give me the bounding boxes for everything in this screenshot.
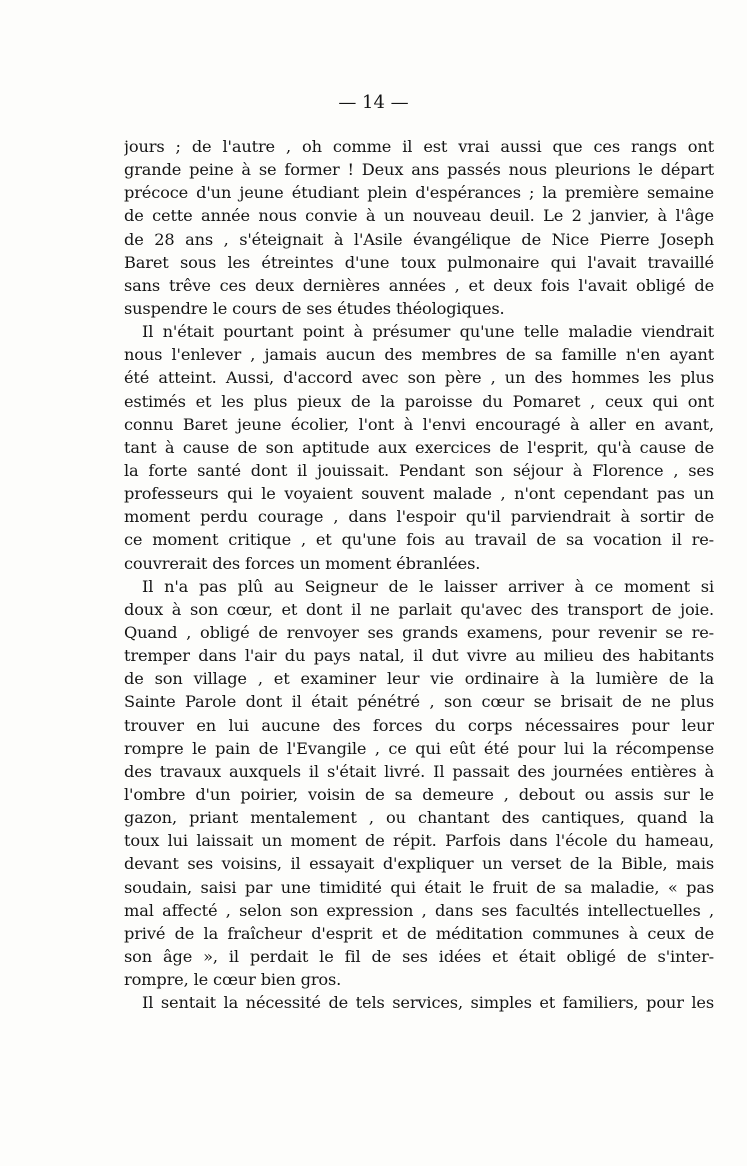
paragraph-1 — [124, 135, 714, 320]
text-line: gazon, priant mentalement , ou chantant des cantiques, quand la — [124, 808, 714, 828]
text-line: suspendre le cours de ses études théologiques. — [124, 298, 505, 318]
text-line: tant à cause de son aptitude aux exercices de l'esprit, qu'à cause de — [124, 437, 714, 457]
text-line: Sainte Parole dont il était pénétré , son cœur se brisait de ne plus — [124, 692, 714, 712]
text-line: l'ombre d'un poirier, voisin de sa demeure , debout ou assis sur le — [124, 784, 714, 804]
page-number: — 14 — — [338, 92, 409, 113]
text-line: sans trêve ces deux dernières années , et deux fois l'avait obligé de — [124, 275, 714, 295]
text-line: précoce d'un jeune étudiant plein d'espérances ; la première semaine — [124, 183, 714, 203]
text-line: Quand , obligé de renvoyer ses grands examens, pour revenir se re- — [124, 622, 714, 642]
text-line: privé de la fraîcheur d'esprit et de méditation communes à ceux de — [124, 923, 714, 943]
text-line: des travaux auxquels il s'était livré. Il passait des journées entières à — [124, 761, 714, 781]
text-line: doux à son cœur, et dont il ne parlait qu'avec des transport de joie. — [124, 599, 714, 619]
text-line: jours ; de l'autre , oh comme il est vrai aussi que ces rangs ont — [124, 137, 714, 156]
paragraph-4 — [124, 991, 714, 1014]
text-line: Il n'était pourtant point à présumer qu'une telle maladie viendrait — [142, 322, 714, 342]
text-line: ce moment critique , et qu'une fois au travail de sa vocation il re- — [124, 530, 714, 550]
text-line: Il sentait la nécessité de tels services, simples et familiers, pour les — [142, 993, 714, 1013]
text-line: connu Baret jeune écolier, l'ont à l'envi encouragé à aller en avant, — [124, 414, 714, 434]
paragraph-3 — [124, 575, 714, 992]
text-line: Il n'a pas plû au Seigneur de le laisser arriver à ce moment si — [142, 576, 714, 596]
text-line: soudain, saisi par une timidité qui était le fruit de sa maladie, « pas — [124, 877, 714, 897]
text-line: couvrerait des forces un moment ébranlées. — [124, 553, 481, 573]
text-line: grande peine à se former ! Deux ans passés nous pleurions le départ — [124, 160, 714, 180]
body-text — [124, 135, 714, 1014]
text-line: rompre le pain de l'Evangile , ce qui eût été pour lui la récompense — [124, 738, 714, 758]
paragraph-2 — [124, 320, 714, 575]
text-line: été atteint. Aussi, d'accord avec son père , un des hommes les plus — [124, 368, 714, 388]
text-line: tremper dans l'air du pays natal, il dut vivre au milieu des habitants — [124, 646, 714, 666]
text-line: professeurs qui le voyaient souvent malade , n'ont cependant pas un — [124, 484, 714, 504]
text-line: de cette année nous convie à un nouveau deuil. Le 2 janvier, à l'âge — [124, 206, 714, 226]
text-line: nous l'enlever , jamais aucun des membres de sa famille n'en ayant — [124, 345, 714, 365]
text-line: son âge », il perdait le fil de ses idées et était obligé de s'inter- — [124, 946, 714, 966]
text-line: devant ses voisins, il essayait d'expliquer un verset de la Bible, mais — [124, 854, 714, 874]
text-line: toux lui laissait un moment de répit. Parfois dans l'école du hameau, — [124, 831, 714, 851]
text-line: Baret sous les étreintes d'une toux pulmonaire qui l'avait travaillé — [124, 252, 714, 272]
text-line: moment perdu courage , dans l'espoir qu'il parviendrait à sortir de — [124, 507, 714, 527]
text-line: mal affecté , selon son expression , dans ses facultés intellectuelles , — [124, 900, 714, 920]
text-line: trouver en lui aucune des forces du corps nécessaires pour leur — [124, 715, 714, 735]
text-line: de 28 ans , s'éteignait à l'Asile évangélique de Nice Pierre Joseph — [124, 229, 714, 249]
text-line: de son village , et examiner leur vie ordinaire à la lumière de la — [124, 669, 714, 689]
text-line: la forte santé dont il jouissait. Pendant son séjour à Florence , ses — [124, 460, 714, 480]
text-line: estimés et les plus pieux de la paroisse du Pomaret , ceux qui ont — [124, 391, 714, 411]
text-line: rompre, le cœur bien gros. — [124, 970, 342, 990]
